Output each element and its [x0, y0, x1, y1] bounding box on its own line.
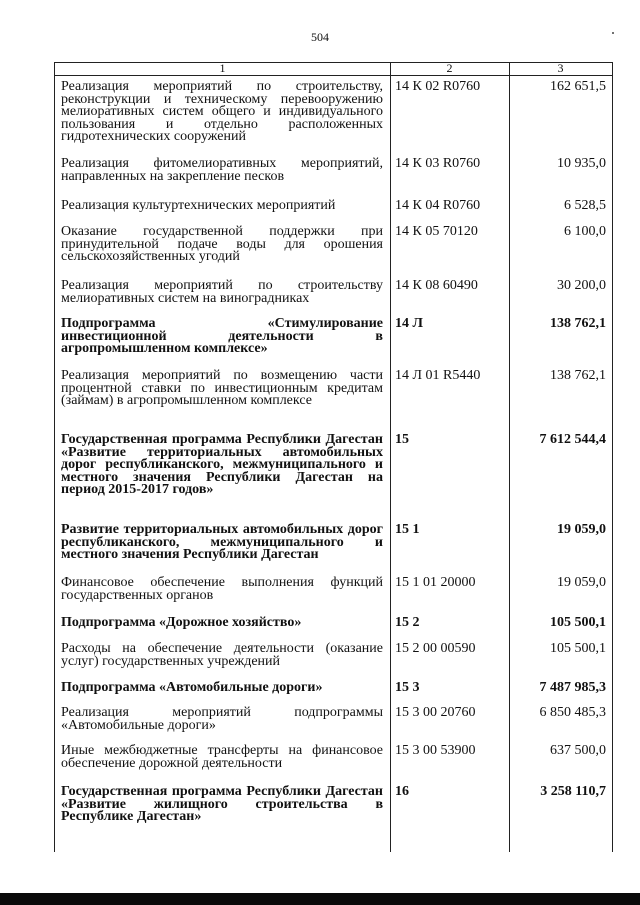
row-code: 14 К 05 70120 — [395, 224, 478, 239]
row-description: Финансовое обеспечение выполнения функций государственных органов — [61, 575, 383, 603]
row-amount: 30 200,0 — [557, 278, 606, 293]
row-description: Реализация мероприятий по возмещению части процентной ставки по инвестиционным кредитам (займам) в агропромышленном комплексе — [61, 368, 383, 409]
row-amount: 7 612 544,4 — [539, 432, 606, 447]
row-code: 15 1 01 20000 — [395, 575, 476, 590]
row-amount: 19 059,0 — [557, 522, 606, 537]
row-amount: 10 935,0 — [557, 156, 606, 171]
row-code: 15 3 — [395, 680, 420, 695]
row-code: 15 — [395, 432, 409, 447]
row-amount: 637 500,0 — [550, 743, 606, 758]
row-code: 14 Л — [395, 316, 423, 331]
row-code: 15 1 — [395, 522, 420, 537]
row-code: 14 К 08 60490 — [395, 278, 478, 293]
row-code: 14 К 04 R0760 — [395, 198, 481, 213]
row-code: 15 2 — [395, 615, 420, 630]
header-col-3: 3 — [557, 61, 564, 75]
row-description: Государственная программа Республики Дагестан «Развитие жилищного строительства в Республике Дагестан» — [61, 784, 383, 825]
column-divider-2 — [509, 62, 510, 852]
row-amount: 19 059,0 — [557, 575, 606, 590]
row-code: 15 3 00 53900 — [395, 743, 476, 758]
row-code: 14 К 02 R0760 — [395, 79, 481, 94]
header-col-1: 1 — [219, 61, 226, 75]
scan-bottom-edge — [0, 893, 640, 905]
row-description: Иные межбюджетные трансферты на финансовое обеспечение дорожной деятельности — [61, 743, 383, 771]
row-amount: 6 100,0 — [564, 224, 606, 239]
row-description: Оказание государственной поддержки при принудительной подаче воды для орошения сельскохозяйственных угодий — [61, 224, 383, 265]
header-col-2: 2 — [446, 61, 453, 75]
row-amount: 162 651,5 — [550, 79, 606, 94]
row-amount: 6 850 485,3 — [539, 705, 606, 720]
row-code: 16 — [395, 784, 409, 799]
row-description: Государственная программа Республики Дагестан «Развитие территориальных автомобильных дорог республиканского, межмуниципального и местного значения Республики Дагестан на период 2015-2017 годов» — [61, 432, 383, 498]
row-amount: 105 500,1 — [550, 615, 606, 630]
scan-speck — [612, 32, 614, 34]
row-amount: 3 258 110,7 — [540, 784, 606, 799]
page-number: 504 — [311, 30, 329, 44]
column-divider-1 — [390, 62, 391, 852]
row-description: Развитие территориальных автомобильных дорог республиканского, межмуниципального и местного значения Республики Дагестан — [61, 522, 383, 563]
row-description: Реализация мероприятий по строительству мелиоративных систем на виноградниках — [61, 278, 383, 306]
row-amount: 7 487 985,3 — [539, 680, 606, 695]
row-description: Реализация фитомелиоративных мероприятий, направленных на закрепление песков — [61, 156, 383, 184]
budget-table — [54, 62, 613, 852]
row-description: Расходы на обеспечение деятельности (оказание услуг) государственных учреждений — [61, 641, 383, 669]
row-description: Подпрограмма «Автомобильные дороги» — [61, 680, 323, 695]
row-amount: 138 762,1 — [550, 368, 606, 383]
row-description: Реализация мероприятий подпрограммы «Автомобильные дороги» — [61, 705, 383, 733]
row-code: 15 3 00 20760 — [395, 705, 476, 720]
row-amount: 138 762,1 — [550, 316, 606, 331]
row-description: Подпрограмма «Дорожное хозяйство» — [61, 615, 302, 630]
row-code: 15 2 00 00590 — [395, 641, 476, 656]
row-description: Подпрограмма «Стимулирование инвестиционной деятельности в агропромышленном комплексе» — [61, 316, 383, 357]
row-amount: 6 528,5 — [564, 198, 606, 213]
row-code: 14 Л 01 R5440 — [395, 368, 481, 383]
row-amount: 105 500,1 — [550, 641, 606, 656]
row-description: Реализация культуртехнических мероприятий — [61, 198, 336, 213]
row-code: 14 К 03 R0760 — [395, 156, 481, 171]
row-description: Реализация мероприятий по строительству, реконструкции и техническому перевооружению мелиоративных систем общего и индивидуального пользования и отдельно расположенных гидротехнических сооружений — [61, 79, 383, 145]
table-header — [55, 62, 612, 76]
